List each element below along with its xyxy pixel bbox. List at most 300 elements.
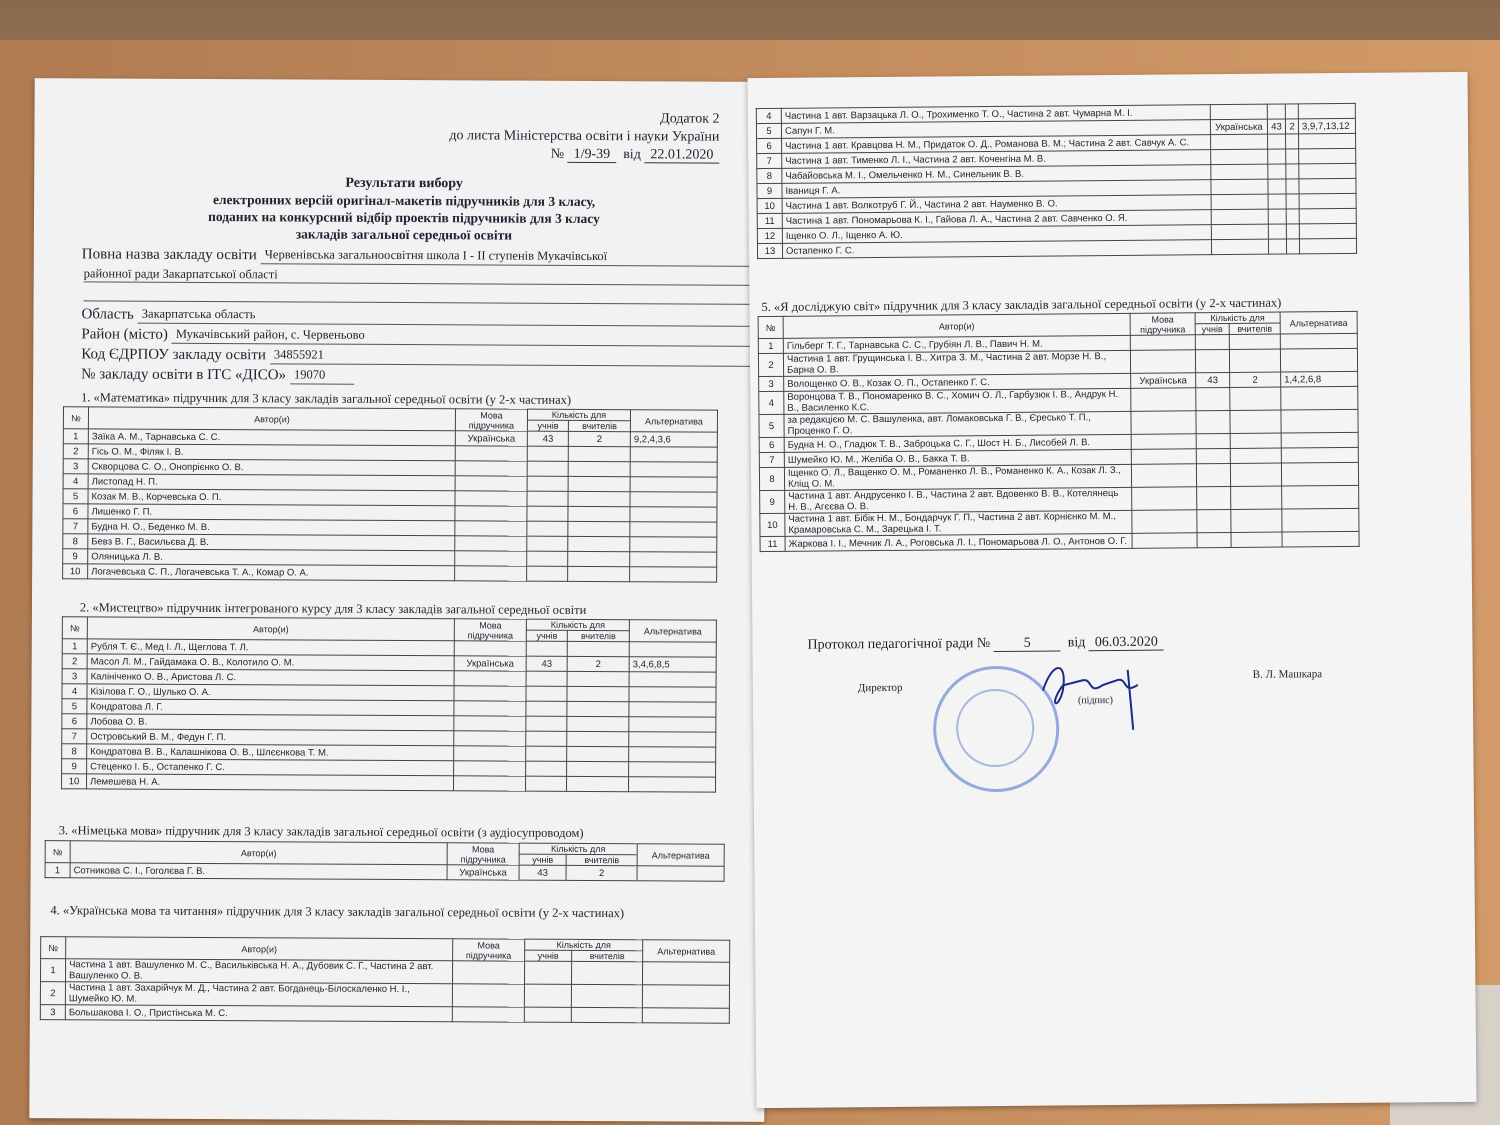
row-author: Частина 1 авт. Бібік Н. М., Бондарчук Г. П., Частина 2 авт. Корнієнко М. М., Крамаровська С. М., Зарецька І. Т. [785,510,1132,536]
row-author: Логачевська С. П., Логачевська Т. А., Комар О. А. [88,564,455,581]
row-alternative [629,672,716,687]
row-lang [1131,411,1196,435]
row-number: 7 [757,153,782,168]
signature [1033,649,1174,740]
row-students [1267,134,1285,149]
col-students: учнів [527,420,568,431]
row-author: Гісь О. М., Філяк І. В. [88,444,455,461]
blank-line [84,286,764,305]
row-number: 10 [63,564,88,579]
row-alternative [629,747,716,762]
row-number: 3 [62,669,87,684]
row-number: 2 [758,353,783,376]
row-teachers [1286,164,1299,179]
row-number: 4 [759,391,784,414]
row-author: Частина 1 авт. Андрусенко І. В., Частина 2 авт. Вдовенко В. В., Котелянець Н. В., Агєєва О. В. [785,487,1132,513]
row-teachers [568,461,630,476]
row-author: Частина 1 авт. Кравцова Н. М., Придаток О. Д., Романова В. М.; Частина 2 авт. Савчук А. С. [782,135,1211,154]
row-lang [455,521,527,536]
row-alternative: 3,4,6,8,5 [629,657,716,672]
document-title: Результати вибору електронних версій оригінал-макетів підручників для 3 класу, поданих на конкурсний відбір проектів підручників для 3 класу закладів загальної середньої освіти [208,175,600,243]
row-teachers [1230,448,1281,463]
row-author: Шумейко Ю. М., Желіба О. В., Бакка Т. В. [784,449,1131,467]
row-teachers [568,521,630,536]
row-teachers [567,686,629,701]
signature-caption: (підпис) [1077,694,1114,707]
row-author: Остапенко Г. С. [782,240,1211,259]
row-teachers [567,731,629,746]
row-lang [454,776,526,791]
row-alternative [1299,133,1356,148]
row-alternative [1281,447,1358,463]
row-alternative [1299,178,1356,193]
row-students [526,716,567,731]
row-teachers [568,536,630,551]
row-teachers [1231,486,1282,509]
row-students [1196,433,1230,448]
section-1-table [62,406,718,582]
row-author: Стеценко І. Б., Остапенко Г. С. [87,759,454,776]
row-lang [455,566,527,581]
row-author: Частина 1 авт. Грущинська І. В., Хитра З. М., Частина 2 авт. Морзе Н. В., Барна О. В. [783,350,1130,376]
row-author: Листопад Н. П. [88,474,455,491]
row-author: Частина 1 авт. Тименко Л. І., Частина 2 авт. Коченгіна М. В. [782,150,1211,169]
row-lang: Українська [455,431,527,446]
row-alternative [629,717,716,732]
row-lang [1132,487,1197,511]
row-author: Рубля Т. Є., Мед І. Л., Щеглова Т. Л. [87,639,454,656]
full-name-continued: районної ради Закарпатської області [84,266,764,286]
row-students [1195,349,1229,372]
row-lang [1131,464,1196,488]
row-teachers [1229,334,1280,349]
director-name: В. Л. Машкара [1252,668,1323,681]
row-author: Частина 1 авт. Варзацька Л. О., Трохименко Т. О., Частина 2 авт. Чумарна М. І. [781,105,1210,124]
row-author: Масол Л. М., Гайдамака О. В., Колотило О. М. [87,654,454,671]
row-teachers [1287,239,1300,254]
row-lang [455,446,527,461]
row-lang [1210,134,1267,149]
row-author: Будна Н. О., Беденко М. В. [88,519,455,536]
row-alternative [1299,163,1356,178]
row-teachers [1230,410,1281,433]
row-alternative [629,732,716,747]
col-author: Автор(и) [88,407,455,431]
row-students: 43 [526,656,567,671]
row-students [1197,532,1231,547]
row-lang [452,1007,524,1022]
row-lang [1130,335,1195,351]
row-alternative [629,762,716,777]
row-students [524,984,571,1007]
director-label: Директор [857,681,903,695]
row-author: Іщенко О. Л., Ващенко О. М., Романенко Л. В., Романенко К. А., Козак Л. З., Кліщ О. М. [784,464,1131,490]
row-author: Бевз В. Г., Васильєва Д. В. [88,534,455,551]
row-lang [1130,350,1195,374]
row-students [524,1007,571,1022]
col-alt: Альтернатива [630,410,717,432]
row-lang [454,641,526,656]
row-teachers [567,641,629,656]
document-page-left [29,78,769,1122]
row-alternative [1299,193,1356,208]
row-alternative [642,962,729,985]
row-alternative [637,866,724,881]
row-alternative [1281,386,1358,410]
row-number: 11 [757,213,782,228]
row-number: 5 [63,489,88,504]
row-author: Оляницька Л. В. [88,549,455,566]
row-number: 3 [40,1005,65,1020]
row-number: 11 [760,536,785,551]
row-alternative [642,985,729,1008]
row-number: 1 [758,338,783,353]
letter-number-line: № 1/9-39 від 22.01.2020 [449,146,719,165]
row-number: 6 [62,714,87,729]
row-students [1196,387,1230,410]
row-teachers [567,761,629,776]
row-lang [452,984,524,1007]
row-teachers: 2 [1286,119,1299,134]
row-author: Кондратова В. В., Калашнікова О. В., Шлєєнкова Т. М. [87,744,454,761]
row-lang [454,746,526,761]
table-row [45,863,724,882]
row-lang: Українська [1210,119,1267,134]
row-teachers [568,476,630,491]
row-alternative [1281,432,1358,448]
row-alternative [1281,462,1358,486]
col-teachers: вчителів [569,420,631,431]
section-1-title: 1. «Математика» підручник для 3 класу закладів загальної середньої освіти (у 2-х частинах) [81,390,572,407]
row-number: 1 [62,639,87,654]
row-author: Волощенко О. В., Козак О. П., Остапенко Г. С. [784,373,1131,391]
row-students [527,506,568,521]
row-students: 43 [519,865,566,880]
row-students [526,731,567,746]
row-alternative [1298,103,1355,118]
full-name-field: Повна назва закладу освіти Червенівська загальноосвітня школа І - ІІ ступенів Мукачівської [82,246,762,267]
row-number: 7 [759,452,784,467]
row-teachers [1285,104,1298,119]
row-lang [455,476,527,491]
row-students [1267,104,1285,119]
row-lang [455,491,527,506]
col-count: Кількість для [527,409,630,421]
edrpou-field: Код ЄДРПОУ закладу освіти 34855921 [81,346,761,367]
row-lang [452,961,524,984]
row-students [1268,194,1286,209]
row-students [524,961,571,984]
protocol-line: Протокол педагогічної ради № 5 від 06.03.2020 [807,635,1164,654]
row-students [526,776,567,791]
row-alternative [630,447,717,462]
row-students [527,446,568,461]
diso-field: № закладу освіти в ІТС «ДІСО» 19070 [81,366,761,387]
row-number: 10 [757,198,782,213]
row-alternative [1282,531,1359,547]
row-author: Будна Н. О., Гладюк Т. В., Заброцька С. Г., Шост Н. Б., Лисобей Л. В. [784,434,1131,452]
row-teachers [568,506,630,521]
row-lang [454,671,526,686]
row-lang [455,551,527,566]
row-teachers: 2 [1230,372,1281,387]
row-number: 12 [757,228,782,243]
document-page-right [748,72,1477,1108]
row-students [527,521,568,536]
row-lang: Українська [454,656,526,671]
row-number: 1 [45,863,70,878]
row-author: Лемешева Н. А. [87,774,454,791]
row-teachers [1231,509,1282,532]
section-3-table: № Автор(и) Мова підручника Кількість для Альтернатива учнів вчителів 1 Сотникова С. І., Гоголєва Г. В. Українська 43 2 [45,840,725,882]
row-author: Сапун Г. М. [781,120,1210,139]
row-teachers [1286,179,1299,194]
row-author: Частина 1 авт. Захарійчук М. Д., Частина 2 авт. Богданець-Білоскаленко Н. І., Шумейко Ю. М. [65,982,452,1007]
row-teachers [1286,149,1299,164]
row-students [527,536,568,551]
row-alternative: 9,2,4,3,6 [630,432,717,447]
row-number: 10 [760,513,785,536]
row-teachers: 2 [569,431,631,446]
row-alternative: 3,9,7,13,12 [1298,118,1355,133]
row-number: 6 [63,504,88,519]
row-alternative [630,567,717,582]
section-2-title: 2. «Мистецтво» підручник інтегрованого курсу для 3 класу закладів загальної середньої освіти [79,600,587,617]
row-number: 10 [62,774,87,789]
row-author: Скворцова С. О., Онопрієнко О. В. [88,459,455,476]
row-teachers [1230,387,1281,410]
row-author: Частина 1 авт. Волкотруб Г. Й., Частина 2 авт. Науменко В. О. [782,195,1211,214]
row-number: 8 [759,467,784,490]
row-alternative [628,777,715,792]
row-students [1268,179,1286,194]
row-alternative [630,492,717,507]
row-alternative [630,537,717,552]
row-number: 4 [63,474,88,489]
row-students [527,566,568,581]
row-teachers [572,984,643,1007]
row-students [1196,410,1230,433]
row-author: Частина 1 авт. Пономарьова К. І., Гайова Л. А., Частина 2 авт. Савченко О. Я. [782,210,1211,229]
row-teachers [1286,134,1299,149]
row-alternative [629,642,716,657]
row-alternative [1299,223,1356,238]
rayon-field: Район (місто) Мукачівський район, с. Червеньово [81,326,761,347]
row-number: 1 [63,429,88,444]
row-lang [455,461,527,476]
appendix-line: Додаток 2 [660,111,720,127]
row-number: 7 [63,519,88,534]
row-teachers [1229,349,1280,372]
row-lang [1211,179,1268,194]
row-teachers [567,776,629,791]
row-number: 3 [63,459,88,474]
row-author: Іщенко О. Л., Іщенко А. Ю. [782,225,1211,244]
row-alternative [1280,333,1357,349]
row-students: 43 [1267,119,1285,134]
row-lang [1131,434,1196,450]
row-lang [1211,149,1268,164]
row-alternative [629,687,716,702]
row-number: 8 [63,534,88,549]
row-number: 4 [756,108,781,123]
row-teachers [1230,433,1281,448]
row-students [1268,209,1286,224]
row-students: 43 [1196,372,1230,387]
section-4-table: № Автор(и) Мова підручника Кількість для Альтернатива учнів вчителів 1 Частина 1 авт. Вашуленко М. С., Васильківська Н. А., Дубовик С. Г., Частина 2 авт. Вашуленко О. В. 2 Частина 1 авт. Захарійчук М. Д., Частина 2 авт. Богданець-Білоскаленко Н. І., Шумейко Ю. М. 3 Большакова І. О., Пристінська М. С. [40,936,730,1024]
row-author: Іваниця Г. А. [782,180,1211,199]
row-students [526,686,567,701]
row-students [526,761,567,776]
row-students [1196,463,1230,486]
row-number: 2 [40,982,65,1005]
row-students [526,671,567,686]
row-number: 2 [62,654,87,669]
row-teachers [568,446,630,461]
row-students [1195,334,1229,349]
row-lang [1211,239,1268,254]
row-number: 5 [756,123,781,138]
row-students [1196,448,1230,463]
row-author: Кізілова Г. О., Шулько О. А. [87,684,454,701]
row-number: 5 [62,699,87,714]
row-number: 9 [62,759,87,774]
row-number: 2 [63,444,88,459]
oblast-field: Область Закарпатська область [81,306,761,327]
row-author: Лобова О. В. [87,714,454,731]
row-lang [1211,209,1268,224]
row-author: Козак М. В., Корчевська О. П. [88,489,455,506]
row-students [1268,164,1286,179]
row-lang [1131,449,1196,465]
row-lang [454,716,526,731]
row-teachers [572,961,643,984]
row-number: 6 [757,138,782,153]
row-teachers [567,746,629,761]
row-lang [1132,510,1197,534]
section-4-continued-table [756,103,1357,259]
row-teachers [568,551,630,566]
row-students [1268,149,1286,164]
row-lang: Українська [1131,373,1196,389]
row-author: Островський В. М., Федун Г. П. [87,729,454,746]
row-students [1268,224,1286,239]
row-lang [1211,224,1268,239]
row-author: Заїка А. М., Тарнавська С. С. [88,429,455,446]
row-students [527,491,568,506]
row-students [527,551,568,566]
row-alternative [630,507,717,522]
row-lang [454,701,526,716]
row-teachers [1287,224,1300,239]
row-number: 1 [40,959,65,982]
row-teachers [568,491,630,506]
row-alternative: 1,4,2,6,8 [1281,371,1358,387]
row-number: 9 [760,490,785,513]
row-teachers [1231,532,1282,547]
col-no: № [63,407,88,429]
row-students: 43 [527,431,568,446]
appendix-header [449,110,719,165]
row-lang [454,761,526,776]
row-author: Кондратова Л. Г. [87,699,454,716]
row-students [526,746,567,761]
row-students [1268,239,1286,254]
row-alternative [1299,148,1356,163]
row-students [527,476,568,491]
row-author: Гільберг Т. Г., Тарнавська С. С., Грубіян Л. В., Павич Н. М. [783,335,1130,353]
row-alternative [630,462,717,477]
section-5-table: № Автор(и) Мова підручника Кількість для Альтернатива учнів вчителів 1 Гільберг Т. Г., Тарнавська С. С., Грубіян Л. В., Павич Н. М. 2 Частина 1 авт. Грущинська І. В., Хитра З. М., Частина 2 авт. Морзе Н. В., Барна О. В. 3 Волощенко О. В., Козак О. П., Остапенко Г. С. Українська 43 2 1,4,2,6,8 4 Воронцова Т. В., Пономаренко В. С., Хомич О. Л., Гарбузюк І. В., Андрук Н. В., Василенко К.С. 5 за редакцією М. С. Вашуленка, авт. Ломаковська Г. В., Єресько Т. П., Проценко Г. О. 6 Будна Н. О., Гладюк Т. В., Заброцька С. Г., Шост Н. Б., Лисобей Л. В. 7 Шумейко Ю. М., Желіба О. В., Бакка Т. В. 8 Іщенко О. Л., Ващенко О. М., Романенко Л. В., Романенко К. А., Козак Л. З., Кліщ О. М. 9 Частина 1 авт. Андрусенко І. В., Частина 2 авт. Вдовенко В. В., Котелянець Н. В., Агєєва О. В. 10 Частина 1 авт. Бібік Н. М., Бондарчук Г. П., Частина 2 авт. Корнієнко М. М., Крамаровська С. М., Зарецька І. Т. 11 Жаркова І. І., Мечник Л. А., Роговська Л. І., Пономарьова Л. О., Антонов О. Г. [758,311,1360,552]
row-teachers [1286,209,1299,224]
row-number: 9 [63,549,88,564]
row-author: Лишенко Г. П. [88,504,455,521]
ministry-line: до листа Міністерства освіти і науки України [449,128,720,145]
row-teachers [567,716,629,731]
row-teachers [568,566,630,581]
row-lang [455,536,527,551]
row-lang [454,731,526,746]
row-author: за редакцією М. С. Вашуленка, авт. Ломаковська Г. В., Єресько Т. П., Проценко Г. О. [784,411,1131,437]
row-teachers [572,1007,643,1022]
table-row [62,774,716,792]
row-lang [455,506,527,521]
table-row [63,564,717,582]
row-lang [1131,388,1196,412]
row-alternative [630,477,717,492]
section-4-title: 4. «Українська мова та читання» підручник для 3 класу закладів загальної середньої освіти (у 2-х частинах) [50,903,625,921]
row-number: 5 [759,414,784,437]
table-row [40,1005,729,1024]
row-students [527,461,568,476]
row-alternative [1299,238,1356,253]
row-author: Воронцова Т. В., Пономаренко В. С., Хомич О. Л., Гарбузюк І. В., Андрук Н. В., Василенко К.С. [784,388,1131,414]
row-alternative [1282,508,1359,532]
row-teachers: 2 [567,656,629,671]
row-lang: Українська [447,865,519,880]
section-3-title: 3. «Німецька мова» підручник для 3 класу закладів загальної середньої освіти (з аудіосупроводом) [58,823,584,840]
row-author: Большакова І. О., Пристінська М. С. [65,1005,452,1022]
row-lang [454,686,526,701]
row-students [1197,486,1231,509]
row-alternative [1281,409,1358,433]
section-5-title: 5. «Я досліджую світ» підручник для 3 класу закладів загальної середньої освіти (у 2-х частинах) [761,295,1282,315]
row-author: Частина 1 авт. Вашуленко М. С., Васильківська Н. А., Дубовик С. Г., Частина 2 авт. Вашуленко О. В. [65,959,452,984]
row-students [526,641,567,656]
row-teachers [567,701,629,716]
row-alternative [629,702,716,717]
row-author: Калініченко О. В., Аристова Л. С. [87,669,454,686]
row-alternative [1282,485,1359,509]
row-students [526,701,567,716]
row-author: Жаркова І. І., Мечник Л. А., Роговська Л. І., Пономарьова Л. О., Антонов О. Г. [785,533,1132,551]
row-number: 8 [62,744,87,759]
row-alternative [642,1008,729,1023]
row-lang [1211,164,1268,179]
row-teachers: 2 [566,865,637,880]
row-number: 7 [62,729,87,744]
row-author: Сотникова С. І., Гоголєва Г. В. [70,863,447,880]
row-teachers [1230,463,1281,486]
row-teachers [567,671,629,686]
row-number: 8 [757,168,782,183]
row-lang [1211,194,1268,209]
row-number: 9 [757,183,782,198]
row-number: 6 [759,437,784,452]
col-lang: Мова підручника [455,409,527,431]
row-teachers [1286,194,1299,209]
row-alternative [630,552,717,567]
